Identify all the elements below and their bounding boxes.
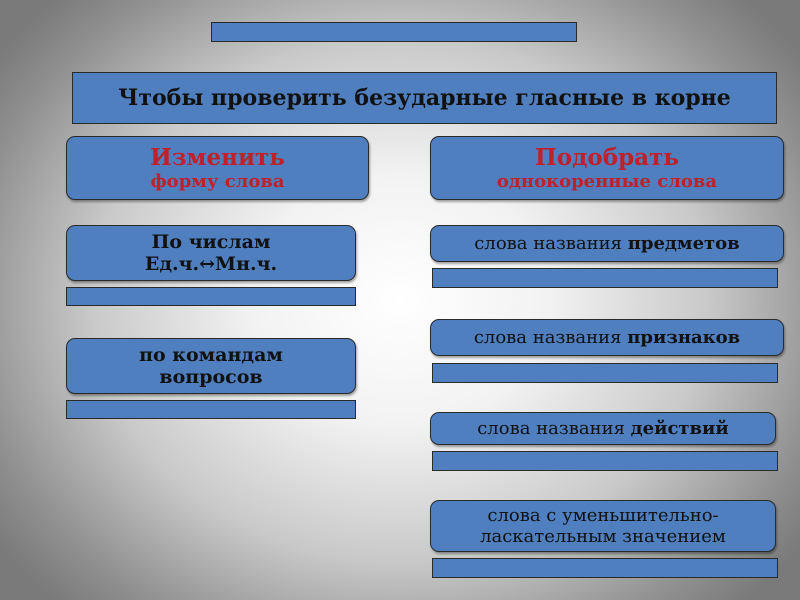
right-item-diminutive (430, 500, 776, 552)
left-item-2-line2: вопросов (159, 366, 263, 388)
right-item-4-empty-bar (432, 558, 778, 578)
left-item-1-empty-bar (66, 287, 356, 306)
left-item-2-line1: по командам (139, 343, 283, 366)
right-item-attributes (430, 319, 784, 356)
right-item-2-bold: признаков (627, 326, 741, 348)
right-item-1-empty-bar (432, 268, 778, 288)
left-header-line1: Изменить (150, 143, 285, 171)
top-empty-bar (211, 22, 577, 42)
right-header-line1: Подобрать (535, 143, 679, 171)
left-item-1-line2: Ед.ч.↔Мн.ч. (144, 253, 278, 275)
right-item-4-line1: слова с уменьшительно- (487, 504, 719, 526)
right-item-2-text: слова названия признаков (473, 326, 741, 348)
right-item-4-line2: ласкательным значением (480, 526, 726, 547)
left-header-box (66, 136, 369, 200)
diagram-title (72, 72, 777, 124)
right-header-line2: однокоренные слова (496, 170, 718, 192)
right-item-3-empty-bar (432, 451, 778, 471)
left-header-line2: форму слова (150, 170, 285, 192)
right-item-actions (430, 412, 776, 445)
right-item-2-empty-bar (432, 363, 778, 383)
left-item-questions (66, 338, 356, 394)
right-item-3-text: слова названия действий (477, 417, 729, 439)
left-item-1-line1: По числам (151, 230, 271, 253)
right-header-box (430, 136, 784, 200)
right-item-3-bold: действий (630, 417, 729, 439)
left-item-2-empty-bar (66, 400, 356, 419)
right-item-objects (430, 225, 784, 262)
left-item-numbers (66, 225, 356, 281)
right-item-1-bold: предметов (627, 232, 740, 254)
right-item-1-text: слова названия предметов (474, 232, 740, 254)
title-text: Чтобы проверить безударные гласные в корне (118, 85, 731, 111)
